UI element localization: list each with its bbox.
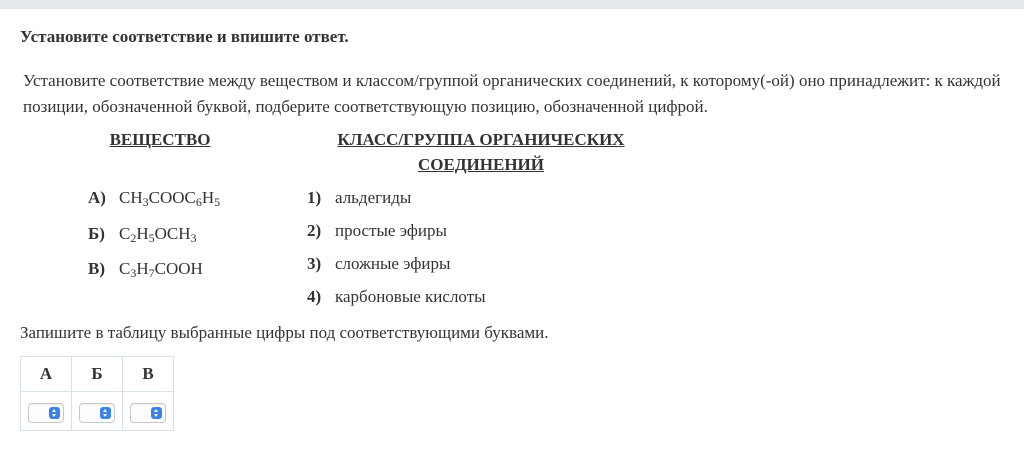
answer-header-a: А (21, 357, 72, 392)
substance-column-header: ВЕЩЕСТВО (109, 130, 211, 149)
top-bar (0, 0, 1024, 9)
select-arrows-icon (49, 407, 60, 419)
class-column-header (318, 127, 644, 177)
class-name: простые эфиры (335, 221, 447, 240)
select-arrows-icon (100, 407, 111, 419)
answer-select-b[interactable] (79, 403, 115, 423)
class-header-line1: КЛАСС/ГРУППА ОРГАНИЧЕСКИХ (337, 130, 625, 149)
class-number: 1) (307, 188, 322, 207)
answer-select-a[interactable] (28, 403, 64, 423)
task-instruction: Установите соответствие между веществом и классом/группой органических соединений, к которому(-ой) оно принадлежит: к каждой позиции, обозначенной буквой, подберите соответствующую позицию, обозначенной цифрой. (23, 71, 1001, 116)
select-arrows-icon (151, 407, 162, 419)
class-number: 4) (307, 287, 322, 306)
answer-table (20, 356, 174, 431)
substance-letter: Б) (88, 224, 105, 243)
substance-letter: А) (88, 188, 106, 207)
answer-header-b: Б (72, 357, 123, 392)
substance-letter: В) (88, 259, 105, 278)
class-name: альдегиды (335, 188, 412, 207)
answer-prompt: Запишите в таблицу выбранные цифры под соответствующими буквами. (20, 323, 549, 342)
class-number: 3) (307, 254, 322, 273)
class-number: 2) (307, 221, 322, 240)
substance-formula: $CH_3COOC_6H_5$ (119, 188, 221, 209)
class-name: сложные эфиры (335, 254, 451, 273)
class-header-line2: СОЕДИНЕНИЙ (418, 155, 544, 174)
substance-formula: $C_3H_7COOH$ (119, 259, 203, 280)
answer-header-c: В (123, 357, 174, 392)
substance-formula: $C_2H_5OCH_3$ (119, 224, 197, 245)
class-name: карбоновые кислоты (335, 287, 486, 306)
answer-select-c[interactable] (130, 403, 166, 423)
task-title: Установите соответствие и впишите ответ. (20, 27, 349, 46)
